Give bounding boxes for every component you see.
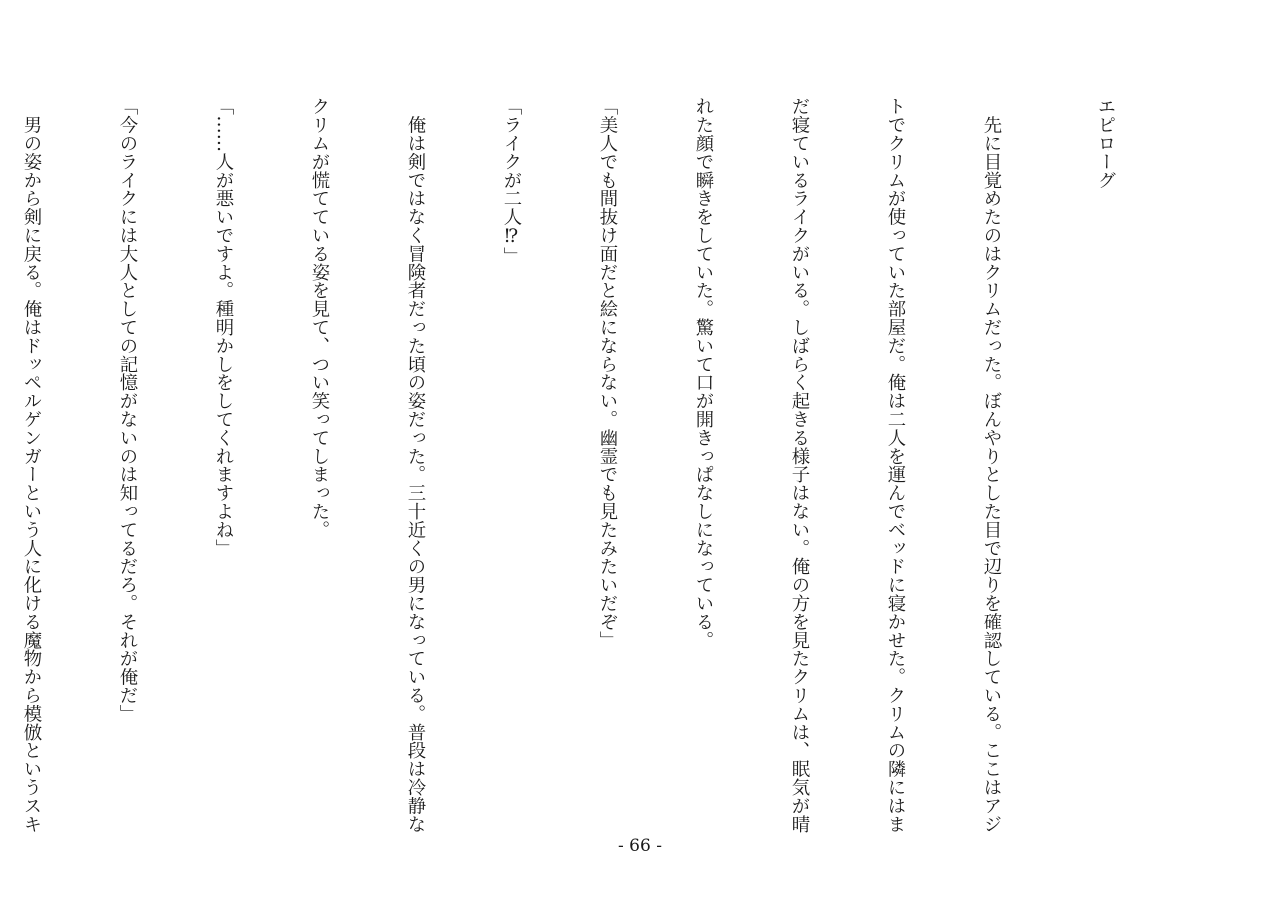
text-line: トでクリムが使っていた部屋だ。俺は二人を運んでベッドに寝かせた。クリムの隣にはま [885, 97, 906, 833]
text-line: 先に目覚めたのはクリムだった。ぼんやりとした目で辺りを確認している。ここはアジ [981, 97, 1002, 833]
text-line: 俺は剣ではなく冒険者だった頃の姿だった。三十近くの男になっている。普段は冷静な [405, 97, 426, 833]
vertical-text-body [21, 97, 1185, 833]
text-line: 「今のライクには大人としての記憶がないのは知ってるだろ。それが俺だ」 [117, 97, 138, 723]
text-line: 「……人が悪いですよ。種明かしをしてくれますよね」 [213, 97, 234, 557]
text-line: れた顔で瞬きをしていた。驚いて口が開きっぱなしになっている。 [693, 97, 714, 649]
text-line: クリムが慌てている姿を見て、つい笑ってしまった。 [309, 97, 330, 539]
text-line: 「美人でも間抜け面だと絵にならない。幽霊でも見たみたいだぞ」 [597, 97, 618, 649]
text-line: 「ライクが二人⁉」 [501, 97, 522, 266]
page-number: - 66 - [618, 836, 662, 856]
text-line: 男の姿から剣に戻る。俺はドッペルゲンガーという人に化ける魔物から模倣というスキ [21, 97, 42, 833]
text-line: だ寝ているライクがいる。しばらく起きる様子はない。俺の方を見たクリムは、眠気が晴 [789, 97, 810, 833]
chapter-title: エピローグ [1095, 97, 1116, 189]
